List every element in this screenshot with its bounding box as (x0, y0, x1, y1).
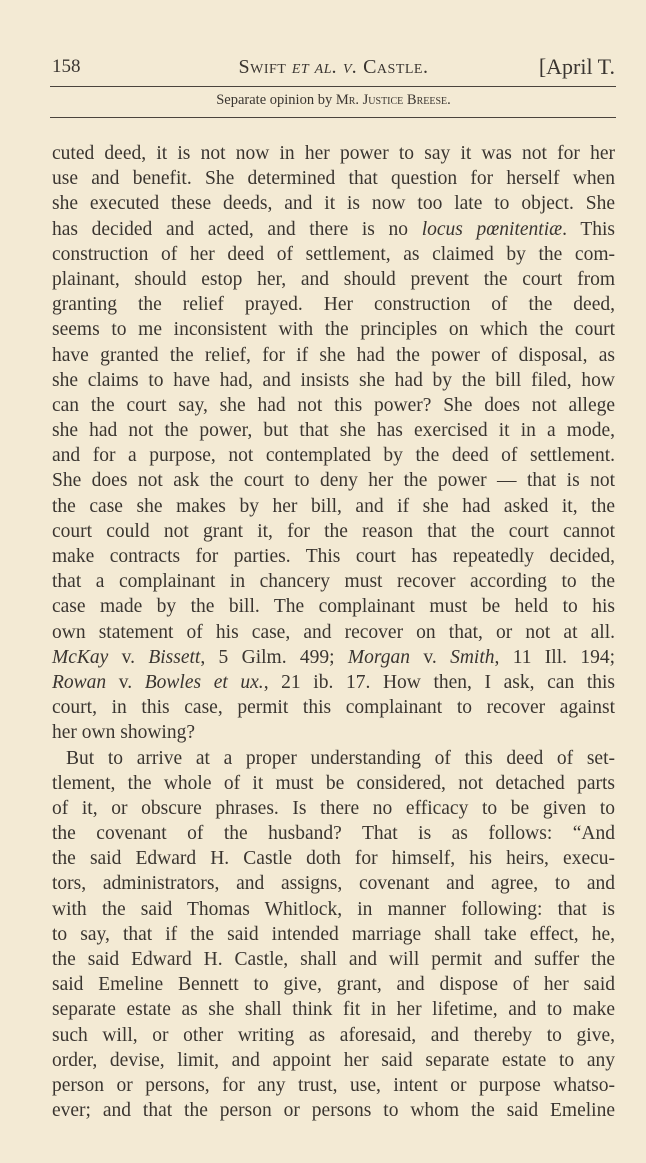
italic-citation: Smith (450, 646, 495, 668)
text-line (52, 267, 615, 292)
text-segment: to say, that if the said intended marriage shall take effect, he, (52, 923, 615, 945)
text-segment: But to arrive at a proper understanding of this deed of set- (66, 747, 615, 769)
opinion-text (52, 141, 615, 1123)
text-segment: she had not the power, but that she has exercised it in a mode, (52, 420, 615, 442)
text-line (52, 871, 615, 896)
justice-name: Mr. Justice Breese. (335, 92, 451, 108)
text-segment: cuted deed, it is not now in her power to say it was not for her (52, 143, 615, 164)
term-label: [April T. (538, 54, 615, 79)
text-line (52, 1098, 615, 1123)
text-segment: , 21 ib. 17. How then, I ask, can this (263, 671, 615, 693)
text-line (52, 771, 615, 796)
text-segment: use and benefit. She determined that question for herself when (52, 168, 615, 190)
text-segment: the said Edward H. Castle, shall and will permit and suffer the (52, 949, 615, 970)
text-line (52, 317, 615, 342)
text-line (52, 645, 615, 670)
text-segment: the said Edward H. Castle doth for himself, his heirs, execu- (52, 848, 615, 870)
title-part: Swift (238, 56, 292, 78)
text-line (52, 1023, 615, 1048)
text-line (52, 418, 615, 443)
text-segment: with the said Thomas Whitlock, in manner following: that is (52, 898, 615, 920)
text-segment: can the court say, she had not this power? She does not allege (52, 394, 615, 416)
text-segment: seems to me inconsistent with the principles on which the court (52, 319, 615, 341)
text-line (52, 544, 615, 569)
title-part-italic: et al. v. (291, 56, 358, 78)
text-segment: separate estate as she shall think fit in her lifetime, and to make (52, 999, 615, 1021)
text-segment: of it, or obscure phrases. Is there no efficacy to be given to (52, 797, 615, 819)
text-line (52, 519, 615, 544)
text-line (52, 343, 615, 368)
header-rule (50, 86, 616, 87)
text-segment: court could not grant it, for the reason that the court cannot (52, 520, 615, 542)
text-line (52, 141, 615, 166)
text-segment: the case she makes by her bill, and if she had asked it, the (52, 495, 615, 517)
text-line (52, 947, 615, 972)
text-segment: and for a purpose, not contemplated by the deed of settlement. (52, 445, 615, 467)
text-segment: plainant, should estop her, and should prevent the court from (52, 268, 615, 290)
text-line (52, 191, 615, 216)
text-segment: construction of her deed of settlement, as claimed by the com- (52, 243, 615, 265)
text-segment: have granted the relief, for if she had the power of disposal, as (52, 344, 615, 366)
text-segment: order, devise, limit, and appoint her said separate estate to any (52, 1049, 615, 1071)
subheader-prefix: Separate opinion by (216, 92, 336, 108)
text-segment: make contracts for parties. This court has repeatedly decided, (52, 546, 615, 567)
text-segment: v. (108, 646, 149, 668)
text-line (52, 821, 615, 846)
text-line (52, 1048, 615, 1073)
text-segment: she executed these deeds, and it is now too late to object. She (52, 193, 615, 215)
text-line (52, 695, 615, 720)
case-title (52, 56, 615, 79)
text-segment: case made by the bill. The complainant must be held to his (52, 596, 615, 618)
text-line (52, 796, 615, 821)
text-line (52, 468, 615, 493)
text-segment: , 5 Gilm. 499; (200, 646, 348, 668)
text-line (52, 292, 615, 317)
text-segment: , 11 Ill. 194; (494, 646, 616, 668)
text-segment: such will, or other writing as aforesaid, and thereby to give, (52, 1024, 615, 1046)
italic-citation: Bowles et ux. (144, 671, 264, 693)
italic-citation: locus pœnitentiæ (421, 218, 563, 240)
title-part: Castle. (357, 56, 429, 78)
text-line (52, 1073, 615, 1098)
text-line (52, 242, 615, 267)
text-line (52, 972, 615, 997)
text-line (52, 746, 615, 771)
italic-citation: Rowan (52, 671, 107, 693)
text-line (52, 846, 615, 871)
text-segment: has decided and acted, and there is no (52, 218, 422, 240)
text-line (52, 670, 615, 695)
text-line (52, 594, 615, 619)
text-segment: . This (562, 218, 615, 240)
text-segment: ever; and that the person or persons to whom the said Emeline (52, 1100, 615, 1122)
subheader-rule (50, 117, 616, 118)
text-segment: She does not ask the court to deny her the power — that is not (52, 470, 615, 492)
text-line (52, 368, 615, 393)
italic-citation: Bissett (148, 646, 201, 668)
text-segment: granting the relief prayed. Her construction of the deed, (52, 294, 615, 316)
text-segment: tors, administrators, and assigns, covenant and agree, to and (52, 873, 615, 895)
text-line (52, 922, 615, 947)
text-line (52, 720, 615, 745)
text-segment: that a complainant in chancery must recover according to the (52, 571, 615, 593)
text-segment: she claims to have had, and insists she had by the bill filed, how (52, 369, 615, 391)
text-segment: own statement of his case, and recover on that, or not at all. (52, 621, 615, 643)
text-segment: said Emeline Bennett to give, grant, and dispose of her said (52, 974, 615, 996)
text-line (52, 897, 615, 922)
text-line (52, 393, 615, 418)
italic-citation: Morgan (347, 646, 411, 668)
text-line (52, 997, 615, 1022)
text-line (52, 494, 615, 519)
text-line (52, 620, 615, 645)
text-line (52, 166, 615, 191)
text-segment: tlement, the whole of it must be considered, not detached parts (52, 772, 615, 794)
text-line (52, 443, 615, 468)
running-header (52, 52, 615, 82)
text-line (52, 569, 615, 594)
page-number: 158 (52, 56, 81, 77)
italic-citation: McKay (52, 646, 109, 668)
text-segment: v. (106, 671, 145, 693)
text-segment: court, in this case, permit this complainant to recover against (52, 697, 615, 719)
text-line (52, 217, 615, 242)
text-segment: person or persons, for any trust, use, intent or purpose whatso- (52, 1074, 615, 1096)
opinion-subheader (52, 92, 615, 109)
text-segment: v. (410, 646, 451, 668)
text-segment: the covenant of the husband? That is as follows: “And (52, 823, 615, 845)
text-segment: her own showing? (52, 722, 195, 744)
